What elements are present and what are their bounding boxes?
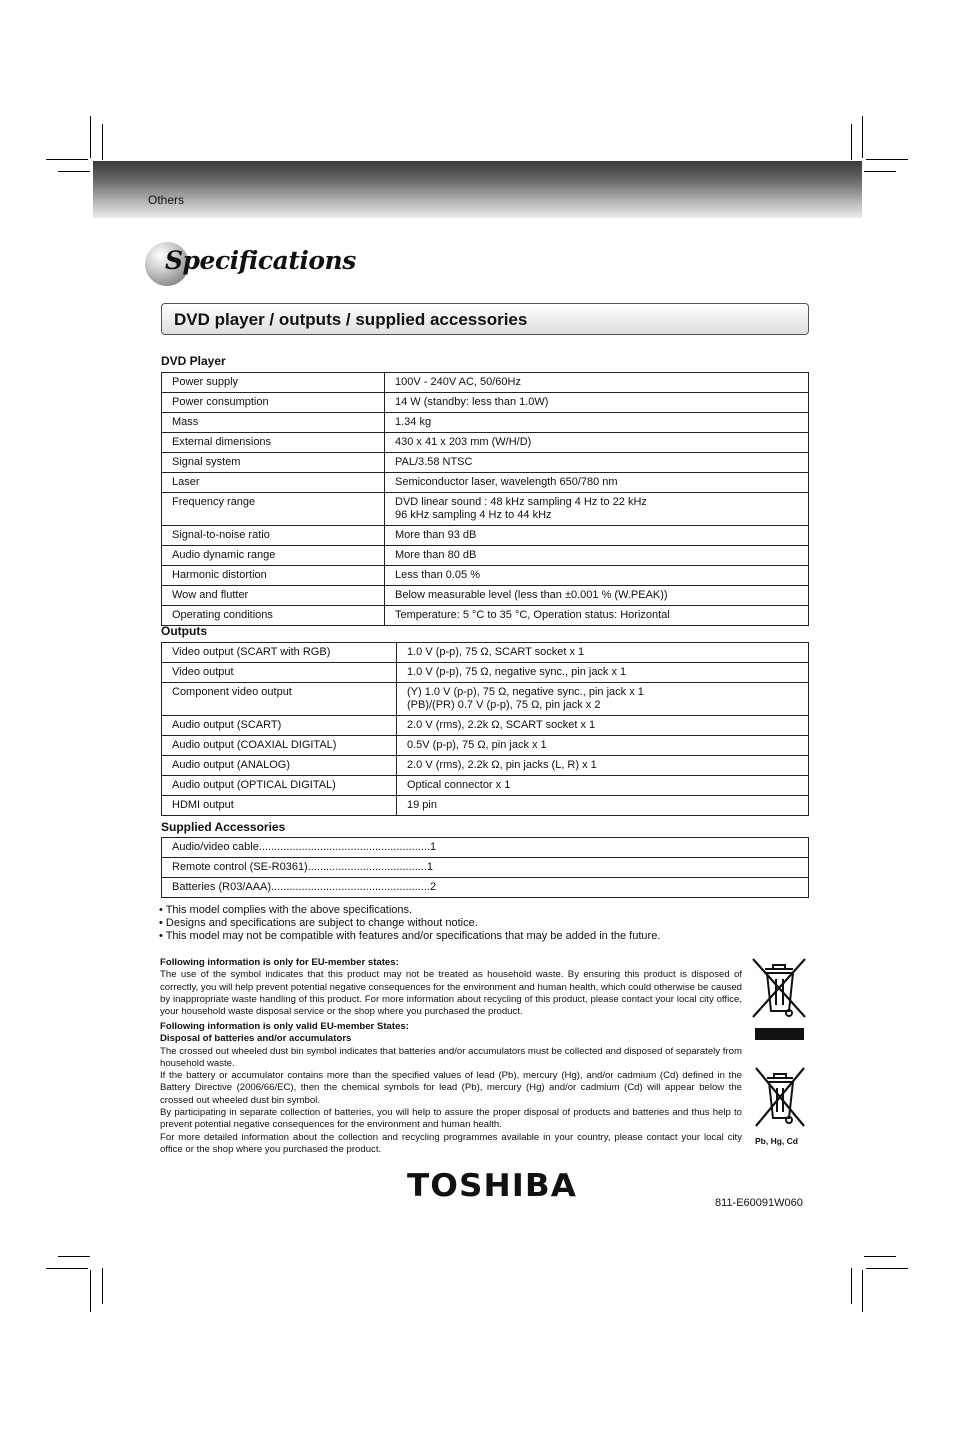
table-row xyxy=(162,643,809,663)
spec-value xyxy=(385,606,809,626)
spec-value xyxy=(397,736,809,756)
spec-label: Wow and flutter xyxy=(162,586,385,606)
eu-battery-paragraph: For more detailed information about the collection and recycling programmes available in your country, please contact your local city office or the shop where you purchased the product. xyxy=(160,1131,742,1155)
crossed-bin-icon xyxy=(749,955,809,1021)
spec-value-line: 430 x 41 x 203 mm (W/H/D) xyxy=(395,436,532,448)
eu-battery-paragraph: If the battery or accumulator contains more than the specified values of lead (Pb), mercury (Hg), and/or cadmium (Cd) defined in the Battery Directive (2006/66/EC), then the chemical symbols for lead (Pb), mercury (Hg) and/or cadmium (Cd) will appear below the crossed out wheeled dust bin symbol. xyxy=(160,1070,742,1106)
note-item: • This model may not be compatible with features and/or specifications that may be added in the future. xyxy=(159,930,661,942)
eu-weee-heading: Following information is only for EU-member states: xyxy=(160,957,399,968)
spec-label: Laser xyxy=(162,473,385,493)
crop-mark xyxy=(866,1268,908,1269)
spec-label: Audio output (SCART) xyxy=(162,716,397,736)
crop-mark xyxy=(46,1268,88,1269)
spec-value xyxy=(385,433,809,453)
spec-value-line: 96 kHz sampling 4 Hz to 44 kHz xyxy=(395,509,552,521)
spec-value-line: 2.0 V (rms), 2.2k Ω, pin jacks (L, R) x 1 xyxy=(407,759,597,771)
spec-label: Video output (SCART with RGB) xyxy=(162,643,397,663)
table-row xyxy=(162,586,809,606)
crossed-battery-bin-icon xyxy=(752,1064,808,1130)
outputs-table xyxy=(161,642,809,816)
eu-battery-subheading: Disposal of batteries and/or accumulators xyxy=(160,1033,352,1045)
table-row xyxy=(162,796,809,816)
crop-mark xyxy=(851,1268,852,1304)
spec-value-line: Below measurable level (less than ±0.001 % (W.PEAK)) xyxy=(395,589,668,601)
eu-battery-paragraph: By participating in separate collection of batteries, you will help to assure the proper disposal of products and batteries and thus help to prevent potential negative consequences for the environment and human health. xyxy=(160,1107,742,1131)
spec-value-line: (PB)/(PR) 0.7 V (p-p), 75 Ω, pin jack x 2 xyxy=(407,699,601,711)
table-row xyxy=(162,663,809,683)
table-row xyxy=(162,838,809,858)
spec-label: Signal system xyxy=(162,453,385,473)
eu-battery-paragraph: The crossed out wheeled dust bin symbol indicates that batteries and/or accumulators must be collected and disposed of separately from household waste. xyxy=(160,1045,742,1069)
spec-value xyxy=(397,663,809,683)
table-row xyxy=(162,776,809,796)
table-row xyxy=(162,858,809,878)
table-row xyxy=(162,473,809,493)
notes xyxy=(159,904,660,943)
spec-value-line: (Y) 1.0 V (p-p), 75 Ω, negative sync., pin jack x 1 xyxy=(407,686,644,698)
dvd-player-heading: DVD Player xyxy=(161,354,226,368)
crop-mark xyxy=(58,1256,90,1257)
bin-underbar xyxy=(755,1028,804,1040)
spec-label: Audio dynamic range xyxy=(162,546,385,566)
spec-value-line: 14 W (standby: less than 1.0W) xyxy=(395,396,549,408)
section-heading: DVD player / outputs / supplied accessories xyxy=(174,310,528,329)
spec-value xyxy=(385,526,809,546)
spec-label: HDMI output xyxy=(162,796,397,816)
note-item: • Designs and specifications are subject to change without notice. xyxy=(159,917,478,929)
spec-label: Signal-to-noise ratio xyxy=(162,526,385,546)
spec-value xyxy=(397,756,809,776)
spec-value xyxy=(385,586,809,606)
crop-mark xyxy=(864,171,896,172)
spec-label: Power consumption xyxy=(162,393,385,413)
spec-label: Audio output (COAXIAL DIGITAL) xyxy=(162,736,397,756)
document-number: 811-E60091W060 xyxy=(715,1197,803,1209)
spec-value-line: 1.34 kg xyxy=(395,416,432,428)
table-row xyxy=(162,736,809,756)
spec-value xyxy=(385,453,809,473)
section-heading-box xyxy=(161,303,809,335)
eu-weee-notice xyxy=(160,957,742,1018)
table-row xyxy=(162,433,809,453)
chemical-symbols: Pb, Hg, Cd xyxy=(755,1136,798,1146)
spec-label: Component video output xyxy=(162,683,397,716)
crop-mark xyxy=(102,124,103,160)
table-row xyxy=(162,756,809,776)
table-row xyxy=(162,493,809,526)
table-row xyxy=(162,526,809,546)
spec-label: External dimensions xyxy=(162,433,385,453)
outputs-heading: Outputs xyxy=(161,624,207,638)
spec-value xyxy=(385,546,809,566)
crop-mark xyxy=(862,1270,863,1312)
spec-label: Audio output (OPTICAL DIGITAL) xyxy=(162,776,397,796)
spec-value-line: More than 93 dB xyxy=(395,529,477,541)
accessories-heading: Supplied Accessories xyxy=(161,820,286,834)
spec-value xyxy=(385,566,809,586)
spec-value xyxy=(397,776,809,796)
spec-label: Harmonic distortion xyxy=(162,566,385,586)
spec-value-line: Optical connector x 1 xyxy=(407,779,511,791)
eu-weee-text: The use of the symbol indicates that this product may not be treated as household waste. By ensuring this product is disposed of correctly, you will help prevent potential negative consequences for the environment and human health, which could otherwise be caused by inappropriate waste handling of this product. For more information about recycling of this product, please contact your local city office, your household waste disposal service or the shop where you purchased the product. xyxy=(160,969,742,1018)
table-row xyxy=(162,453,809,473)
accessory-item: Remote control (SE-R0361).......................................1 xyxy=(162,858,809,878)
spec-value-line: 2.0 V (rms), 2.2k Ω, SCART socket x 1 xyxy=(407,719,596,731)
table-row xyxy=(162,716,809,736)
crop-mark xyxy=(866,159,908,160)
spec-label: Frequency range xyxy=(162,493,385,526)
spec-value-line: 100V - 240V AC, 50/60Hz xyxy=(395,376,521,388)
table-row xyxy=(162,606,809,626)
spec-value xyxy=(385,393,809,413)
spec-value-line: PAL/3.58 NTSC xyxy=(395,456,473,468)
crop-mark xyxy=(851,124,852,160)
accessory-item: Audio/video cable........................................................1 xyxy=(162,838,809,858)
crop-mark xyxy=(864,1256,896,1257)
spec-value-line: DVD linear sound : 48 kHz sampling 4 Hz to 22 kHz xyxy=(395,496,647,508)
spec-value-line: Temperature: 5 °C to 35 °C, Operation status: Horizontal xyxy=(395,609,670,621)
table-row xyxy=(162,546,809,566)
spec-label: Mass xyxy=(162,413,385,433)
table-row xyxy=(162,566,809,586)
crop-mark xyxy=(90,1270,91,1312)
eu-battery-heading: Following information is only valid EU-member States: xyxy=(160,1021,409,1032)
spec-value-line: Semiconductor laser, wavelength 650/780 nm xyxy=(395,476,618,488)
toshiba-logo: TOSHIBA xyxy=(407,1168,578,1204)
table-row xyxy=(162,413,809,433)
accessories-table xyxy=(161,837,809,898)
spec-value xyxy=(385,473,809,493)
crop-mark xyxy=(90,116,91,158)
spec-value xyxy=(385,413,809,433)
spec-value xyxy=(397,643,809,663)
table-row xyxy=(162,878,809,898)
spec-value-line: Less than 0.05 % xyxy=(395,569,481,581)
spec-value-line: 1.0 V (p-p), 75 Ω, negative sync., pin jack x 1 xyxy=(407,666,627,678)
spec-label: Audio output (ANALOG) xyxy=(162,756,397,776)
page-title: Specifications xyxy=(165,246,356,275)
spec-value-line: 19 pin xyxy=(407,799,437,811)
spec-value xyxy=(397,683,809,716)
crop-mark xyxy=(46,159,88,160)
spec-label: Video output xyxy=(162,663,397,683)
crop-mark xyxy=(102,1268,103,1304)
table-row xyxy=(162,683,809,716)
crop-mark xyxy=(862,116,863,158)
spec-value xyxy=(397,796,809,816)
eu-battery-notice xyxy=(160,1021,742,1156)
section-label: Others xyxy=(148,193,185,207)
table-row xyxy=(162,393,809,413)
header-band xyxy=(93,161,862,218)
spec-value-line: More than 80 dB xyxy=(395,549,477,561)
dvd-player-table xyxy=(161,372,809,626)
note-item: • This model complies with the above specifications. xyxy=(159,904,413,916)
accessory-item: Batteries (R03/AAA)....................................................2 xyxy=(162,878,809,898)
crop-mark xyxy=(58,171,90,172)
spec-label: Operating conditions xyxy=(162,606,385,626)
page-title-block xyxy=(145,240,445,290)
spec-value xyxy=(385,493,809,526)
spec-value-line: 0.5V (p-p), 75 Ω, pin jack x 1 xyxy=(407,739,547,751)
spec-label: Power supply xyxy=(162,373,385,393)
table-row xyxy=(162,373,809,393)
spec-value xyxy=(385,373,809,393)
spec-value xyxy=(397,716,809,736)
spec-value-line: 1.0 V (p-p), 75 Ω, SCART socket x 1 xyxy=(407,646,585,658)
